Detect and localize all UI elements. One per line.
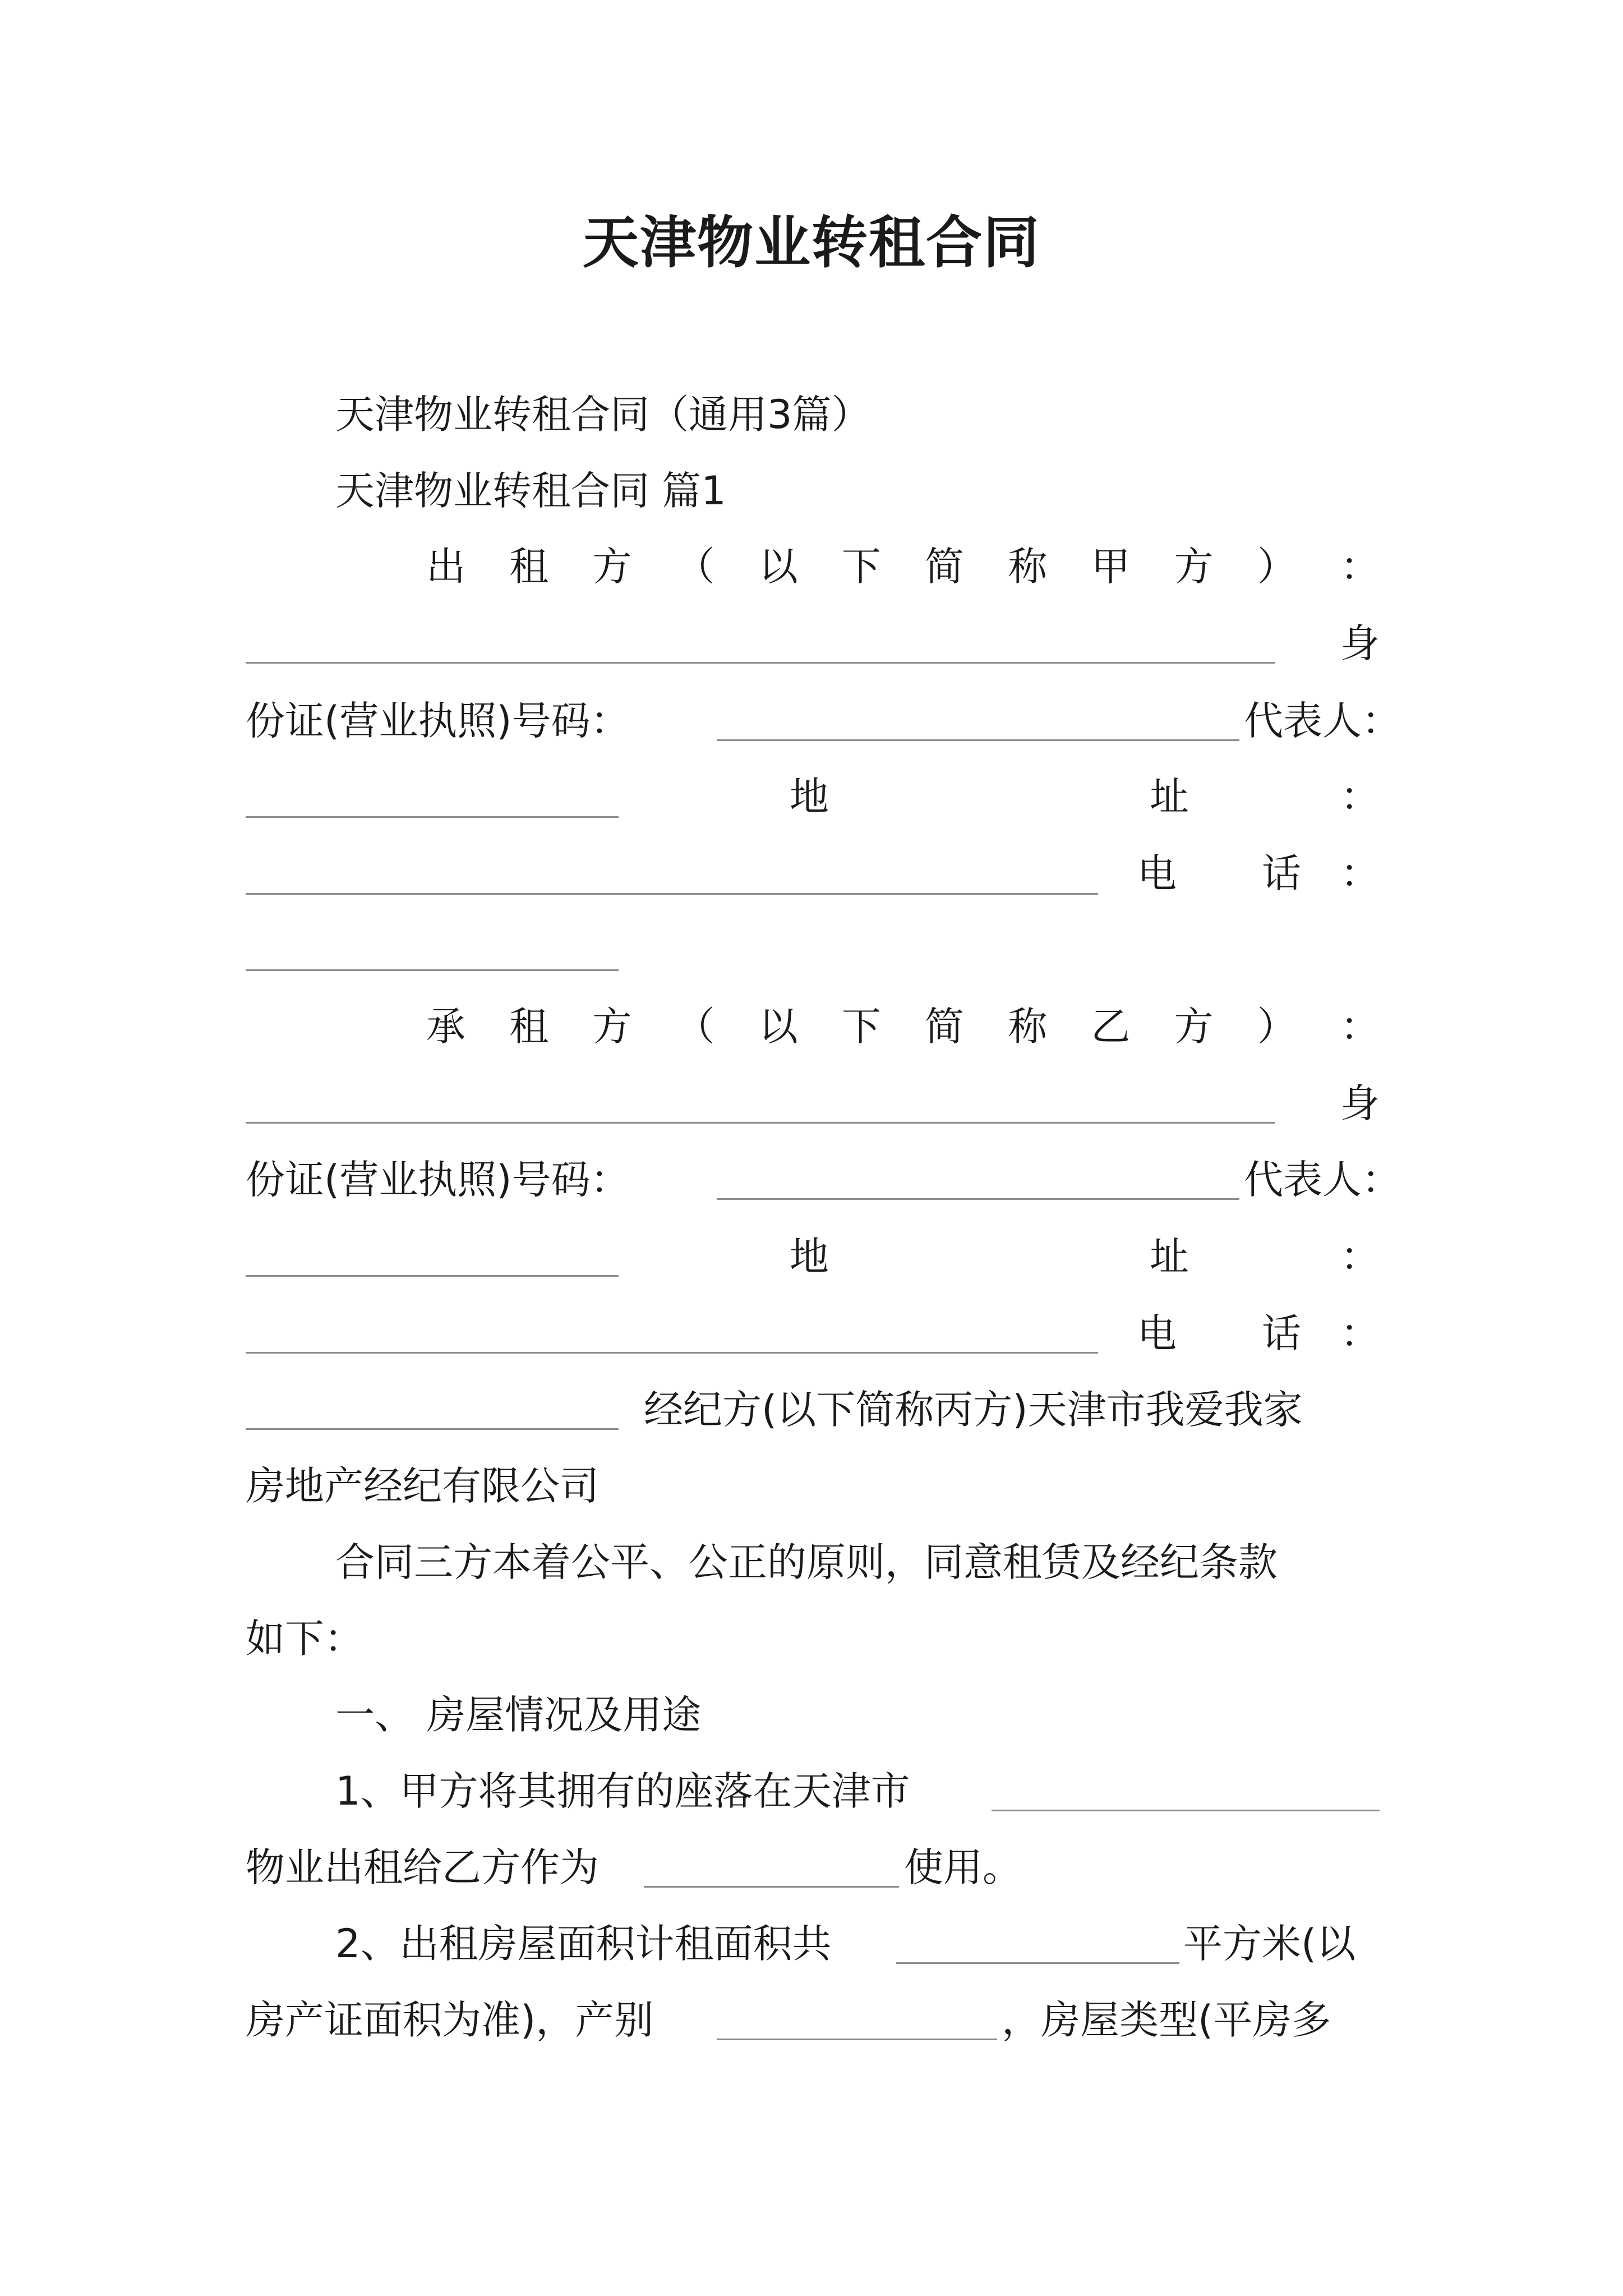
lessor-name-blank[interactable] — [246, 662, 1275, 664]
lessor-address-colon: ： — [1340, 774, 1380, 820]
lessor-phone-label-1: 电 — [1137, 850, 1177, 896]
lessee-id-label: 份证(营业执照)号码： — [246, 1157, 630, 1203]
lessee-id-label-start: 身 — [1340, 1080, 1380, 1126]
clause-1-item-1-line-2b: 使用。 — [904, 1844, 1022, 1890]
lessor-id-label-start: 身 — [1340, 620, 1380, 666]
lessee-id-blank[interactable] — [717, 1198, 1239, 1200]
lessor-address-label-2: 址 — [1150, 774, 1189, 820]
lessee-phone-colon: ： — [1340, 1310, 1380, 1356]
lessee-address-colon: ： — [1340, 1234, 1380, 1280]
lessee-heading: 承 租 方 （ 以 下 简 称 乙 方 ） ： — [426, 1004, 1380, 1050]
clause-1-heading: 一、 房屋情况及用途 — [335, 1692, 702, 1738]
section-heading: 天津物业转租合同 篇1 — [335, 468, 726, 514]
lessee-rep-blank[interactable] — [246, 1275, 619, 1277]
lessee-address-blank[interactable] — [246, 1352, 1098, 1354]
lessor-phone-label-2: 话 — [1262, 850, 1301, 896]
property-class-blank[interactable] — [717, 2039, 997, 2040]
lessor-id-label: 份证(营业执照)号码： — [246, 698, 630, 744]
lessee-address-label-1: 地 — [790, 1234, 829, 1280]
property-use-blank[interactable] — [644, 1886, 899, 1888]
clause-1-item-2-line-1b: 平方米(以 — [1183, 1921, 1356, 1967]
property-area-blank[interactable] — [896, 1962, 1179, 1964]
clause-1-item-2-line-2a: 房产证面积为准)，产别 — [246, 1997, 654, 2043]
lessor-phone-colon: ： — [1340, 850, 1380, 896]
document-title: 天津物业转租合同 — [583, 209, 1040, 275]
lessor-heading: 出 租 方 （ 以 下 简 称 甲 方 ） ： — [426, 544, 1380, 590]
clause-1-item-2-line-2b: ，房屋类型(平房多 — [1002, 1997, 1331, 2043]
broker-line-1: 经纪方(以下简称丙方)天津市我爱我家 — [644, 1387, 1303, 1433]
lessor-address-blank[interactable] — [246, 893, 1098, 895]
lessee-phone-label-2: 话 — [1262, 1310, 1301, 1356]
lessee-phone-label-1: 电 — [1137, 1310, 1177, 1356]
broker-line-2: 房地产经纪有限公司 — [246, 1463, 599, 1509]
lessor-id-blank[interactable] — [717, 739, 1239, 741]
lessee-phone-blank[interactable] — [246, 1428, 619, 1430]
clause-1-item-2-line-1a: 2、出租房屋面积计租面积共 — [335, 1921, 832, 1967]
lessor-rep-label: 代表人： — [1244, 698, 1401, 744]
lessor-phone-blank[interactable] — [246, 969, 619, 971]
lessee-name-blank[interactable] — [246, 1122, 1275, 1124]
lessee-rep-label: 代表人： — [1244, 1157, 1401, 1203]
intro-line-1: 合同三方本着公平、公正的原则，同意租赁及经纪条款 — [335, 1539, 1278, 1585]
lessor-rep-blank[interactable] — [246, 816, 619, 818]
lessee-address-label-2: 址 — [1150, 1234, 1189, 1280]
lessor-address-label-1: 地 — [790, 774, 829, 820]
property-location-blank[interactable] — [992, 1810, 1380, 1811]
document-subtitle: 天津物业转租合同（通用3篇） — [335, 392, 871, 438]
clause-1-item-1-line-1: 1、甲方将其拥有的座落在天津市 — [335, 1768, 910, 1814]
clause-1-item-1-line-2a: 物业出租给乙方作为 — [246, 1844, 599, 1890]
intro-line-2: 如下： — [246, 1616, 363, 1662]
